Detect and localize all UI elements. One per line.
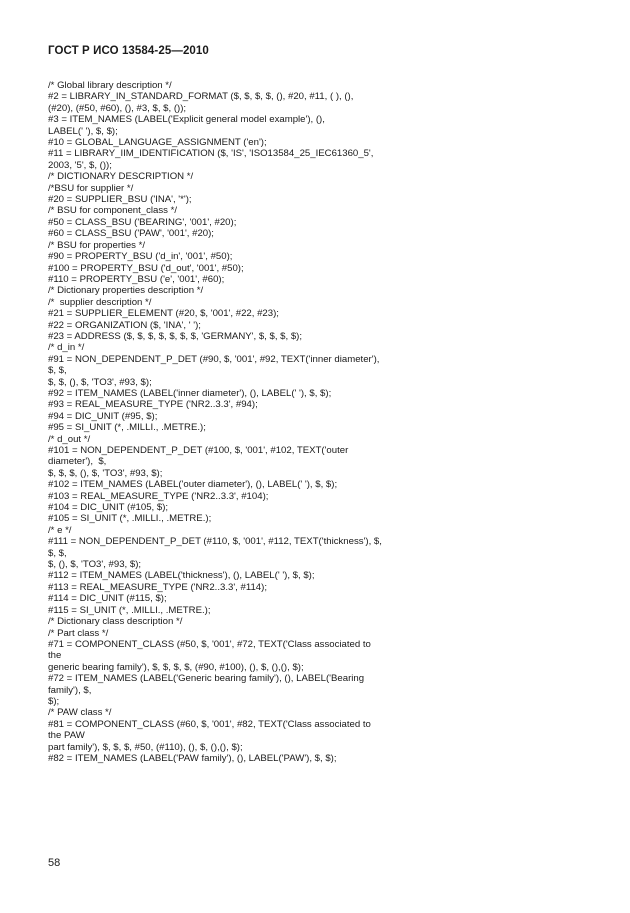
code-line: /* BSU for properties */ bbox=[48, 239, 146, 251]
code-line: #23 = ADDRESS ($, $, $, $, $, $, $, 'GERMANY', $, $, $, $); bbox=[48, 330, 303, 342]
code-line: #90 = PROPERTY_BSU ('d_in', '001', #50); bbox=[48, 251, 233, 263]
code-line: #92 = ITEM_NAMES (LABEL('inner diameter'), (), LABEL(' '), $, $); bbox=[48, 387, 332, 399]
code-line: /* BSU for component_class */ bbox=[48, 205, 178, 217]
code-line: #101 = NON_DEPENDENT_P_DET (#100, $, '001', #102, TEXT('outer bbox=[48, 445, 349, 456]
code-line: #102 = ITEM_NAMES (LABEL('outer diameter'), (), LABEL(' '), $, $); bbox=[48, 479, 338, 491]
code-line: /* d_in */ bbox=[48, 342, 85, 354]
code-line: #94 = DIC_UNIT (#95, $); bbox=[48, 410, 158, 422]
code-line: $, $, bbox=[48, 547, 67, 559]
code-line: #11 = LIBRARY_IIM_IDENTIFICATION ($, 'IS', 'ISO13584_25_IEC61360_5', bbox=[48, 148, 374, 160]
code-line: #71 = COMPONENT_CLASS (#50, $, '001', #72, TEXT('Class associated to bbox=[48, 638, 371, 650]
code-line: /* Part class */ bbox=[48, 627, 109, 639]
code-line: #91 = NON_DEPENDENT_P_DET (#90, $, '001', #92, TEXT('inner diameter'), bbox=[48, 353, 380, 365]
code-line: /* d_out */ bbox=[48, 433, 91, 445]
code-line: #81 = COMPONENT_CLASS (#60, $, '001', #82, TEXT('Class associated to bbox=[48, 718, 371, 730]
code-line: /* PAW class */ bbox=[48, 707, 112, 719]
page-number: 58 bbox=[48, 857, 61, 869]
code-line: #72 = ITEM_NAMES (LABEL('Generic bearing family'), (), LABEL('Bearing bbox=[48, 673, 365, 685]
code-line: LABEL(' '), $, $); bbox=[48, 125, 118, 137]
code-line: the PAW bbox=[48, 730, 85, 742]
code-line: #113 = REAL_MEASURE_TYPE ('NR2..3.3', #114); bbox=[48, 581, 268, 593]
code-line: #100 = PROPERTY_BSU ('d_out', '001', #50); bbox=[48, 262, 244, 274]
code-line: #82 = ITEM_NAMES (LABEL('PAW family'), (), LABEL('PAW'), $, $); bbox=[48, 752, 337, 764]
page-header: ГОСТ Р ИСО 13584-25—2010 bbox=[48, 45, 209, 57]
code-line: #95 = SI_UNIT (*, .MILLI., .METRE.); bbox=[48, 422, 206, 434]
code-line: $); bbox=[48, 695, 60, 707]
code-line: 2003, '5', $, ()); bbox=[48, 159, 112, 171]
code-line: generic bearing family'), $, $, $, $, (#90, #100), (), $, (),(), $); bbox=[48, 661, 304, 673]
code-line: #93 = REAL_MEASURE_TYPE ('NR2..3.3', #94); bbox=[48, 399, 258, 411]
code-listing bbox=[48, 80, 418, 764]
code-line: family'), $, bbox=[48, 684, 92, 696]
code-line: the bbox=[48, 650, 62, 662]
code-line: #20 = SUPPLIER_BSU ('INA', '*'); bbox=[48, 194, 192, 206]
code-line: $, (), $, 'TO3', #93, $); bbox=[48, 559, 142, 571]
code-line: #3 = ITEM_NAMES (LABEL('Explicit general model example'), (), bbox=[48, 114, 325, 126]
code-line: part family'), $, $, $, #50, (#110), (), $, (),(), $); bbox=[48, 741, 243, 753]
code-line: #110 = PROPERTY_BSU ('e', '001', #60); bbox=[48, 273, 225, 285]
code-line: #50 = CLASS_BSU ('BEARING', '001', #20); bbox=[48, 216, 237, 228]
code-line: $, $, $, (), $, 'TO3', #93, $); bbox=[48, 467, 163, 479]
code-line: #104 = DIC_UNIT (#105, $); bbox=[48, 502, 169, 514]
code-line: /*BSU for supplier */ bbox=[48, 182, 134, 194]
code-line: #114 = DIC_UNIT (#115, $); bbox=[48, 593, 167, 605]
code-line: #105 = SI_UNIT (*, .MILLI., .METRE.); bbox=[48, 513, 212, 525]
code-line: (#20), (#50, #60), (), #3, $, $, ()); bbox=[48, 102, 187, 114]
code-line: $, $, (), $, 'TO3', #93, $); bbox=[48, 376, 152, 388]
code-line: /* supplier description */ bbox=[48, 296, 152, 308]
code-line: #22 = ORGANIZATION ($, 'INA', ' '); bbox=[48, 319, 201, 331]
code-line: /* DICTIONARY DESCRIPTION */ bbox=[48, 171, 194, 183]
code-line: #112 = ITEM_NAMES (LABEL('thickness'), (), LABEL(' '), $, $); bbox=[48, 570, 315, 582]
code-line: #115 = SI_UNIT (*, .MILLI., .METRE.); bbox=[48, 604, 211, 616]
code-line: #2 = LIBRARY_IN_STANDARD_FORMAT ($, $, $, $, (), #20, #11, ( ), (), bbox=[48, 91, 354, 103]
code-line: /* Dictionary properties description */ bbox=[48, 285, 204, 297]
code-line: #21 = SUPPLIER_ELEMENT (#20, $, '001', #22, #23); bbox=[48, 308, 279, 320]
code-line: #60 = CLASS_BSU ('PAW', '001', #20); bbox=[48, 228, 214, 240]
code-line: /* e */ bbox=[48, 524, 72, 536]
code-line: #111 = NON_DEPENDENT_P_DET (#110, $, '001', #112, TEXT('thickness'), $, bbox=[48, 536, 382, 548]
code-line: /* Global library description */ bbox=[48, 80, 172, 91]
code-line: $, $, bbox=[48, 365, 67, 377]
code-line: /* Dictionary class description */ bbox=[48, 616, 183, 628]
code-line: diameter'), $, bbox=[48, 456, 107, 468]
code-line: #103 = REAL_MEASURE_TYPE ('NR2..3.3', #104); bbox=[48, 490, 269, 502]
code-line: #10 = GLOBAL_LANGUAGE_ASSIGNMENT ('en'); bbox=[48, 137, 267, 149]
